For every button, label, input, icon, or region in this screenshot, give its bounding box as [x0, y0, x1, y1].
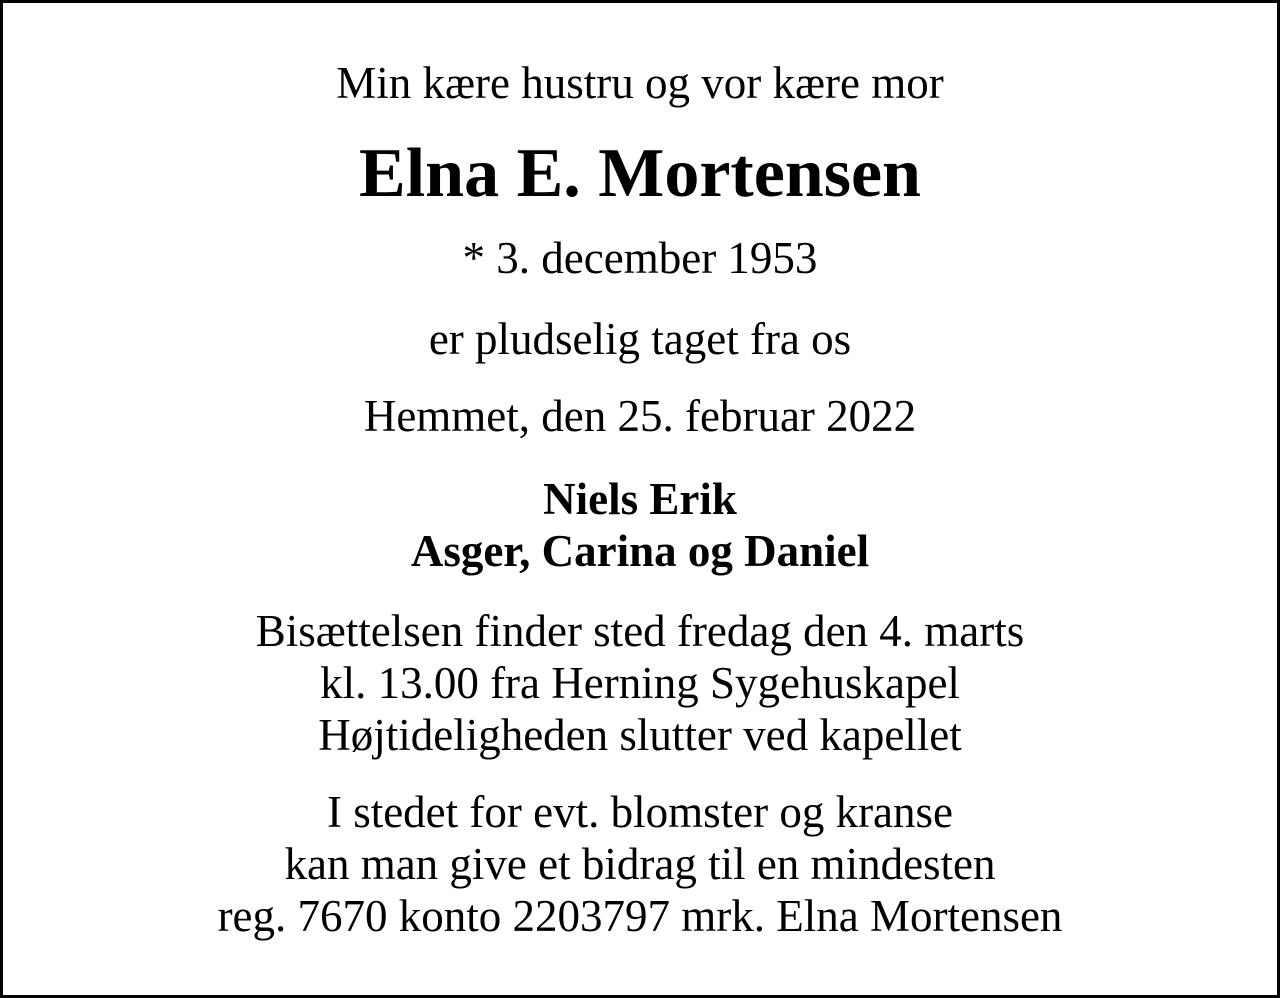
family-line: Asger, Carina og Daniel [410, 526, 870, 576]
intro-line: Min kære hustru og vor kære mor [336, 58, 944, 108]
birth-date: * 3. december 1953 [462, 233, 818, 283]
place-and-date: Hemmet, den 25. februar 2022 [363, 391, 917, 441]
donation-details [3, 786, 1277, 942]
donation-line: kan man give et bidrag til en mindesten [284, 839, 996, 889]
funeral-details [3, 605, 1277, 761]
passing-statement: er pludselig taget fra os [428, 314, 852, 364]
funeral-line: kl. 13.00 fra Herning Sygehuskapel [320, 658, 960, 708]
family-signature [3, 473, 1277, 577]
family-line: Niels Erik [543, 474, 737, 524]
deceased-name: Elna E. Mortensen [359, 135, 921, 212]
donation-line: I stedet for evt. blomster og kranse [326, 787, 954, 837]
funeral-line: Højtideligheden slutter ved kapellet [318, 710, 962, 760]
funeral-line: Bisættelsen finder sted fredag den 4. marts [255, 606, 1025, 656]
donation-line: reg. 7670 konto 2203797 mrk. Elna Mortensen [217, 891, 1063, 941]
